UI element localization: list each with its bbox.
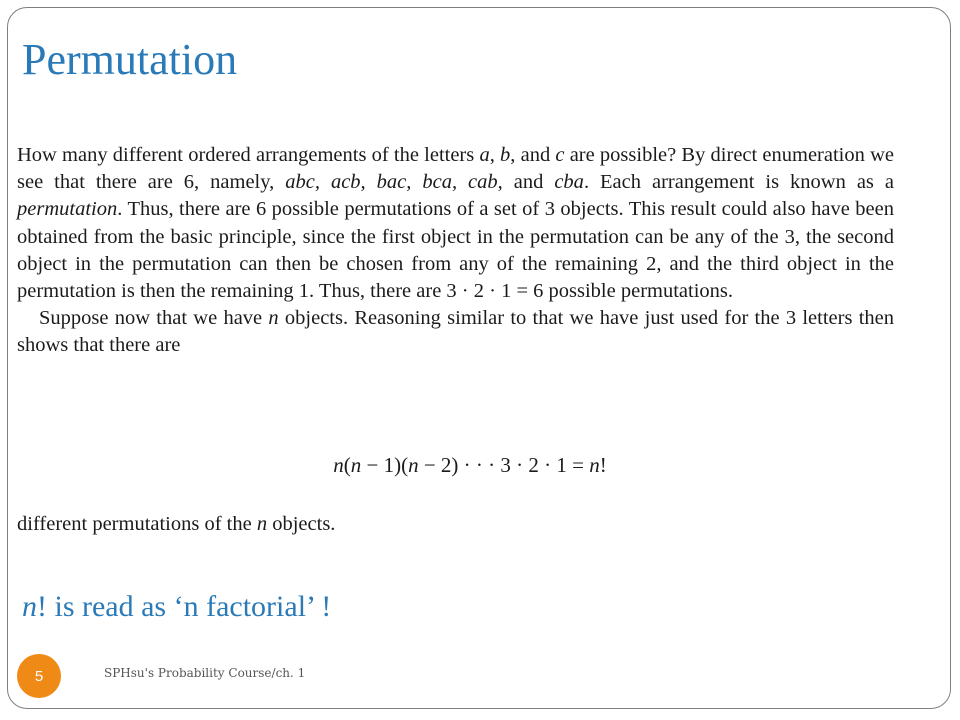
formula-part-2: − 1)( [361, 453, 409, 477]
p1-letter-c: c [555, 144, 565, 166]
p2-text-2: objects. Reasoning similar to that we have just used for the 3 letters then shows that there are [17, 307, 894, 357]
slide-number-badge: 5 [17, 654, 61, 698]
formula-n-4: n [589, 453, 600, 477]
p1-text-6: . Each arrangement is known as a [583, 171, 894, 194]
p1-permutation-term: permutation [17, 198, 118, 221]
footer-course-text: SPHsu's Probability Course/ch. 1 [104, 666, 306, 680]
p1-cba: cba [554, 171, 584, 194]
body-text [17, 142, 894, 360]
after-formula-text [17, 513, 335, 536]
formula-part-1: ( [343, 453, 351, 477]
after-text-1: different permutations of the [17, 513, 257, 535]
formula-n-2: n [350, 453, 362, 477]
p1-text-1: How many different ordered arrangements of the letters [17, 144, 480, 166]
p2-n: n [268, 307, 279, 330]
note-n: n [22, 590, 37, 623]
factorial-note [22, 590, 331, 624]
p1-arrangement-list: abc, acb, bac, bca, cab [285, 171, 498, 194]
slide-title: Permutation [22, 35, 238, 84]
p1-letter-b: b [500, 144, 511, 166]
p1-text-2: , [489, 144, 501, 166]
p1-text-5: , and [497, 171, 555, 194]
formula-part-4: ! [599, 453, 607, 477]
after-text-2: objects. [267, 513, 336, 535]
p2-text-1: Suppose now that we have [39, 307, 269, 330]
formula-n-3: n [408, 453, 419, 477]
p1-text-7: . Thus, there are 6 possible permutations of a set of 3 objects. This result could also have been obtained from the basic principle, since the first object in the permutation can be any of the 3, the second object in the permutation can then be chosen from any of the remaining 2, and the third object in the permutation is then the remaining 1. Thus, there are 3 · 2 · 1 = 6 possible permutations. [17, 198, 894, 303]
p1-letter-a: a [479, 144, 490, 166]
p1-text-4: are possible? By direct enumeration we see that there are 6, namely, [17, 144, 894, 194]
p1-text-3: , and [510, 144, 556, 166]
note-text: ! is read as ‘n factorial’ ! [37, 590, 332, 623]
paragraph-enumeration [17, 142, 894, 305]
factorial-formula [17, 453, 923, 478]
formula-part-3: − 2) · · · 3 · 2 · 1 = [418, 453, 590, 477]
paragraph-n-objects [17, 305, 894, 359]
after-n: n [256, 513, 268, 535]
formula-n-1: n [333, 453, 344, 477]
